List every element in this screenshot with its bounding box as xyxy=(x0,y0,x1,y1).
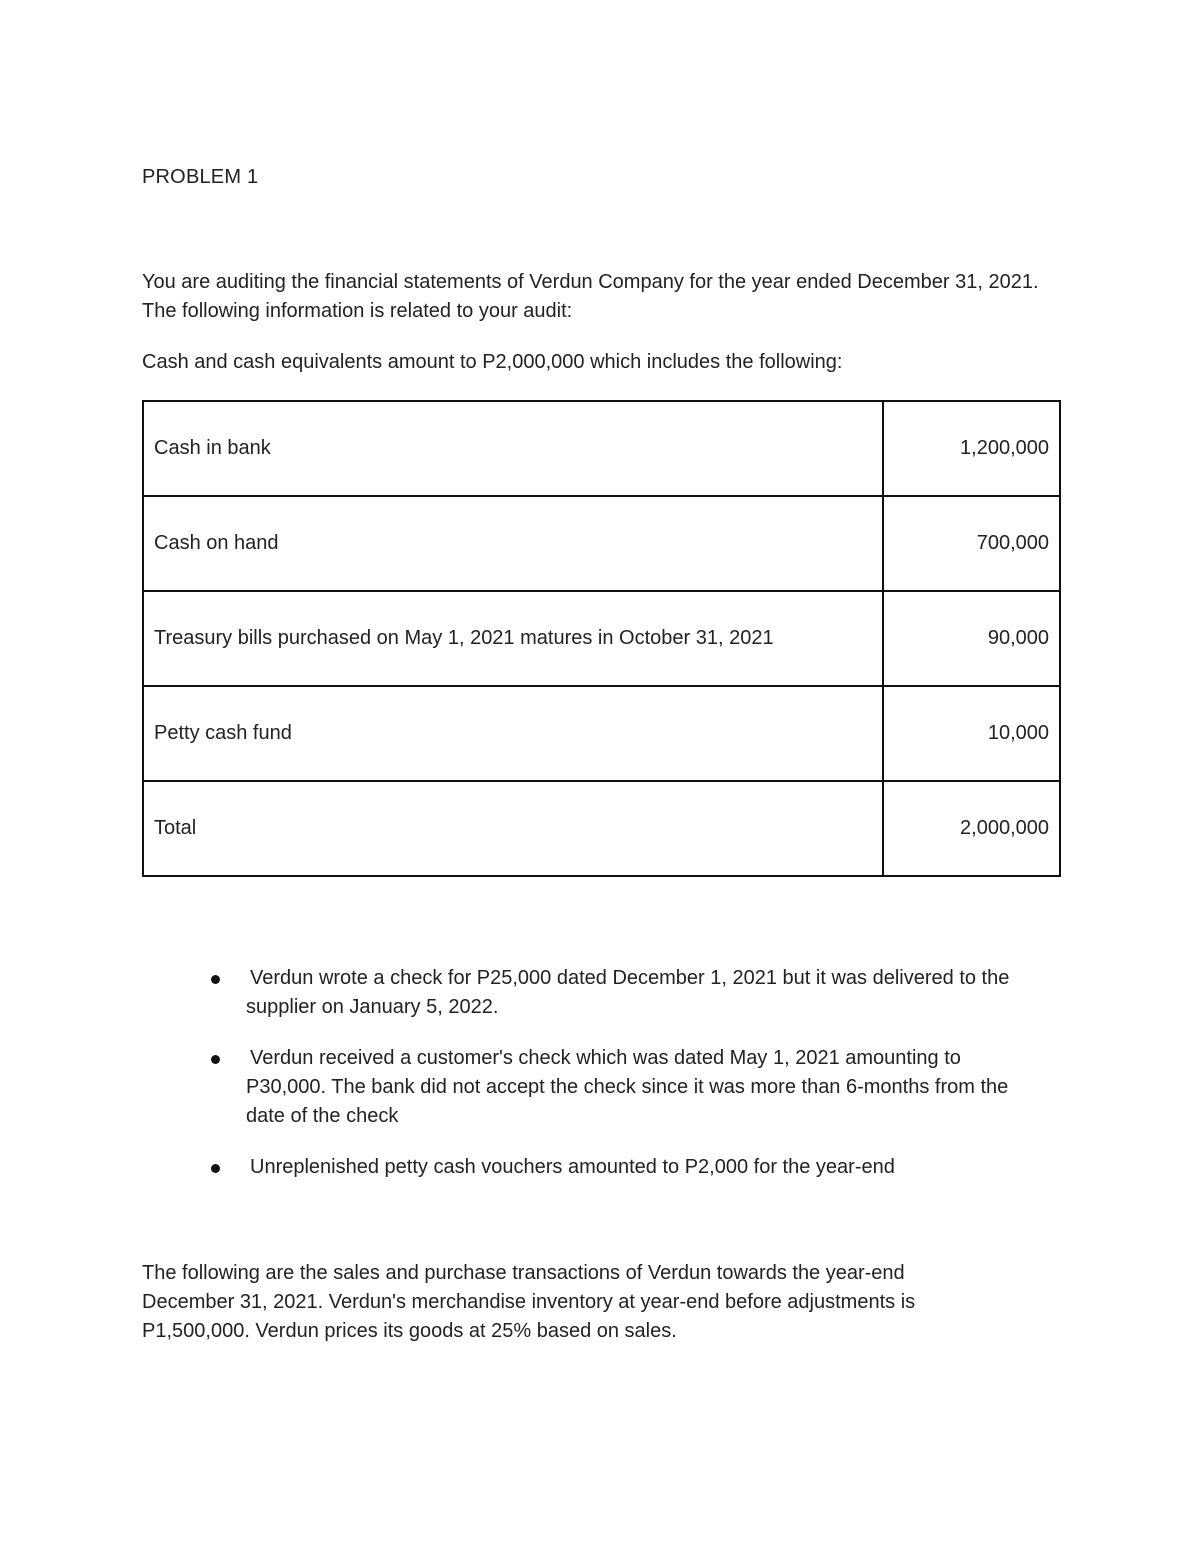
table-total-row xyxy=(143,781,1060,876)
row-amount: 90,000 xyxy=(883,591,1060,686)
bullet-icon xyxy=(211,1164,220,1173)
intro-paragraph: You are auditing the financial statements of Verdun Company for the year ended December 31, 2021. The following information is related to your audit: xyxy=(142,271,1039,322)
total-label: Total xyxy=(143,781,883,876)
list-item xyxy=(211,1044,1041,1131)
total-amount: 2,000,000 xyxy=(883,781,1060,876)
table-row xyxy=(143,686,1060,781)
closing-paragraph: The following are the sales and purchase transactions of Verdun towards the year-end December 31, 2021. Verdun's merchandise inventory at year-end before adjustments is P1,500,000. Verdun prices its goods at 25% based on sales. xyxy=(142,1262,916,1342)
notes-list xyxy=(211,964,1041,1204)
note-text: Unreplenished petty cash vouchers amounted to P2,000 for the year-end xyxy=(250,1156,895,1178)
cash-lead-paragraph: Cash and cash equivalents amount to P2,000,000 which includes the following: xyxy=(142,351,843,373)
row-label: Cash on hand xyxy=(143,496,883,591)
row-amount: 10,000 xyxy=(883,686,1060,781)
cash-table xyxy=(142,400,1061,877)
table-row xyxy=(143,401,1060,496)
table-row xyxy=(143,591,1060,686)
row-label: Treasury bills purchased on May 1, 2021 matures in October 31, 2021 xyxy=(143,591,883,686)
row-label: Petty cash fund xyxy=(143,686,883,781)
list-item xyxy=(211,1153,1041,1182)
problem-heading: PROBLEM 1 xyxy=(142,166,259,188)
row-amount: 1,200,000 xyxy=(883,401,1060,496)
bullet-icon xyxy=(211,975,220,984)
table-row xyxy=(143,496,1060,591)
note-text: Verdun wrote a check for P25,000 dated December 1, 2021 but it was delivered to the supplier on January 5, 2022. xyxy=(246,967,1010,1018)
row-label: Cash in bank xyxy=(143,401,883,496)
note-text: Verdun received a customer's check which was dated May 1, 2021 amounting to P30,000. The bank did not accept the check since it was more than 6-months from the date of the check xyxy=(246,1047,1009,1127)
bullet-icon xyxy=(211,1055,220,1064)
row-amount: 700,000 xyxy=(883,496,1060,591)
list-item xyxy=(211,964,1041,1022)
